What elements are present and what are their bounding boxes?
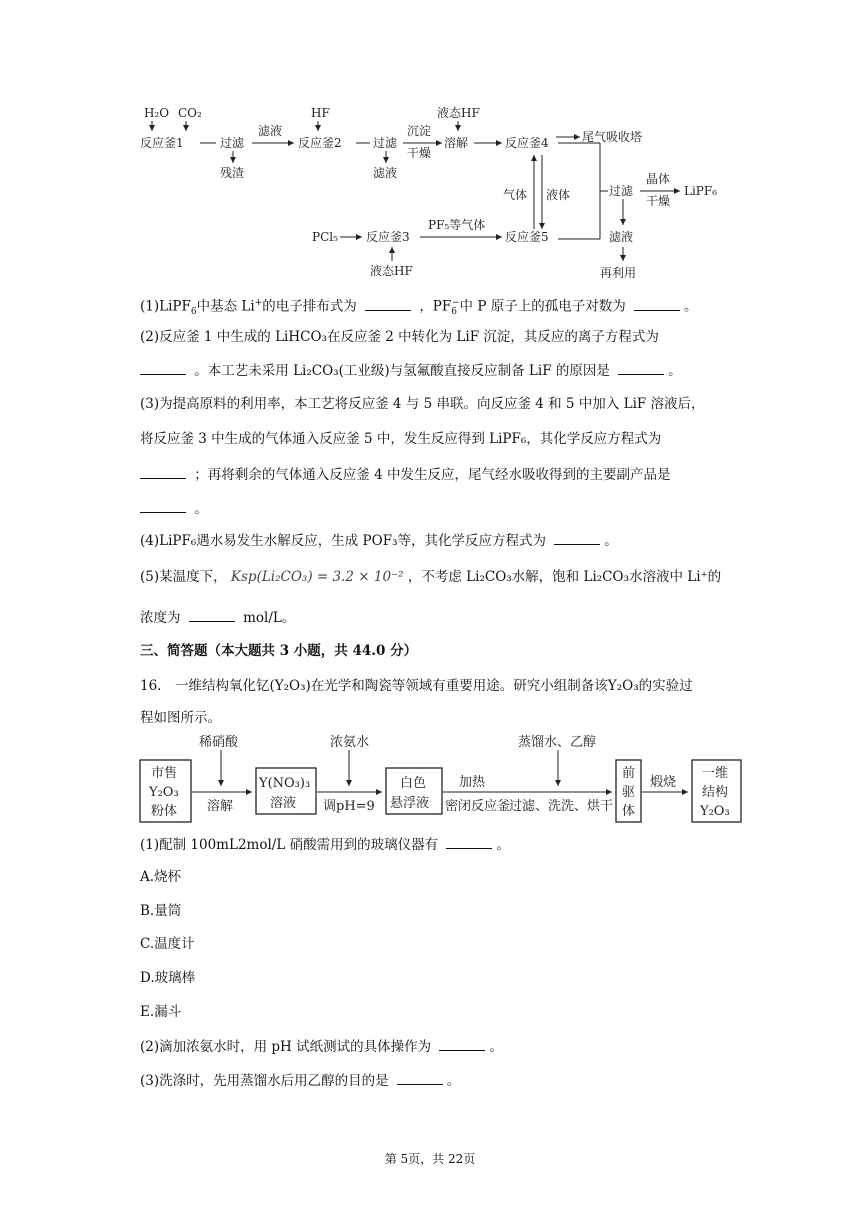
filter1-label: 过滤 — [220, 136, 245, 150]
calcine-label: 煅烧 — [650, 775, 677, 790]
box3-line1: 白色 — [400, 776, 427, 791]
box5-line3: Y₂O₃ — [700, 804, 730, 819]
reuse-label: 再利用 — [600, 266, 637, 280]
box4-line1: 前 — [622, 766, 636, 781]
h2o-label: H₂O — [144, 106, 170, 120]
ksp-expression: Ksp(Li₂CO₃) = 3.2 × 10⁻² — [230, 569, 404, 585]
tail-gas-label: 尾气吸收塔 — [582, 130, 643, 144]
option-e: E.漏斗 — [140, 1004, 182, 1020]
liquid-label: 液体 — [546, 188, 571, 202]
question-5-line1: (5)某温度下， Ksp(Li₂CO₃) = 3.2 × 10⁻² ，不考虑 Li₂CO₃水解，饱和 Li₂CO₃水溶液中 Li⁺的 — [140, 569, 722, 585]
dissolve-step-label: 溶解 — [207, 799, 234, 814]
box4-line2: 驱 — [622, 785, 636, 800]
kettle4-label: 反应釜4 — [505, 136, 549, 150]
box3-line2: 悬浮液 — [390, 796, 430, 811]
page-footer: 第 5页，共 22页 — [384, 1152, 476, 1166]
liquid-hf-top-label: 液态HF — [437, 106, 480, 120]
dissolve-label: 溶解 — [444, 136, 469, 150]
section-heading: 三、简答题（本大题共 3 小题，共 44.0 分） — [140, 643, 418, 659]
filtrate3-label: 滤液 — [609, 230, 634, 244]
question-16-line2: 程如图所示。 — [140, 710, 221, 726]
question-2-line2: 。本工艺未采用 Li₂CO₃(工业级)与氢氟酸直接反应制备 LiF 的原因是 。 — [140, 360, 682, 381]
dry-label: 干燥 — [407, 146, 432, 160]
co2-label: CO₂ — [178, 106, 202, 120]
box2-line1: Y(NO₃)₃ — [259, 776, 311, 791]
pcl5-label: PCl₅ — [312, 230, 338, 244]
answer-blank[interactable] — [397, 1070, 443, 1085]
sub-question-3: (3)洗涤时，先用蒸馏水后用乙醇的目的是 。 — [140, 1070, 460, 1091]
question-3-line1: (3)为提高原料的利用率，本工艺将反应釜 4 与 5 串联。向反应釜 4 和 5 中加入 LiF 溶液后， — [140, 396, 705, 412]
filtrate2-label: 滤液 — [373, 166, 398, 180]
answer-blank[interactable] — [140, 464, 186, 479]
filtrate-label: 滤液 — [258, 124, 283, 138]
box1-line1: 市售 — [151, 766, 178, 781]
box2-line2: 溶液 — [270, 796, 297, 811]
pf5-gas-label: PF₅等气体 — [428, 218, 486, 232]
crystal-label: 晶体 — [646, 172, 671, 186]
filter3-label: 过滤 — [609, 184, 634, 198]
question-4: (4)LiPF₆遇水易发生水解反应，生成 POF₃等，其化学反应方程式为 。 — [140, 530, 618, 551]
option-d: D.玻璃棒 — [140, 970, 196, 986]
gas-label: 气体 — [503, 188, 528, 202]
question-3-line4: 。 — [140, 498, 208, 519]
answer-blank[interactable] — [439, 1036, 485, 1051]
kettle3-label: 反应釜3 — [366, 230, 410, 244]
question-5-line2: 浓度为 mol/L。 — [140, 607, 295, 628]
kettle5-label: 反应釜5 — [505, 230, 549, 244]
y2o3-process-flowchart — [0, 730, 860, 830]
question-1: (1)LiPF$_6$中基态 Li+的电子排布式为 ，$PF_6^-$中 P 原子上的孤电子对数为 。 — [140, 293, 698, 322]
question-3-line3: ；再将剩余的气体通入反应釜 4 中发生反应，尾气经水吸收得到的主要副产品是 — [140, 464, 670, 485]
answer-blank[interactable] — [365, 296, 411, 311]
filter2-label: 过滤 — [373, 136, 398, 150]
box4-line3: 体 — [622, 804, 636, 819]
product-label: LiPF₆ — [684, 184, 718, 198]
liquid-hf-bottom-label: 液态HF — [370, 264, 413, 278]
ammonia-label: 浓氨水 — [330, 735, 370, 750]
question-2-line1: (2)反应釜 1 中生成的 LiHCO₃在反应釜 2 中转化为 LiF 沉淀，其反应的离子方程式为 — [140, 329, 659, 345]
dilute-acid-label: 稀硝酸 — [199, 735, 239, 750]
question-16-line1: 16. 一维结构氧化钇(Y₂O₃)在光学和陶瓷等领域有重要用途。研究小组制备该Y₂O₃的实验过 — [140, 678, 693, 694]
kettle2-label: 反应釜2 — [298, 136, 342, 150]
answer-blank[interactable] — [140, 360, 186, 375]
answer-blank[interactable] — [554, 530, 600, 545]
precip-label: 沉淀 — [407, 124, 432, 138]
water-ethanol-label: 蒸馏水、乙醇 — [518, 735, 597, 750]
box1-line2: Y₂O₃ — [149, 785, 179, 800]
answer-blank[interactable] — [634, 296, 680, 311]
question-3-line2: 将反应釜 3 中生成的气体通入反应釜 5 中，发生反应得到 LiPF₆，其化学反应方程式为 — [140, 431, 662, 447]
kettle1-label: 反应釜1 — [140, 136, 184, 150]
option-b: B.量筒 — [140, 903, 182, 919]
option-a: A.烧杯 — [140, 869, 182, 885]
filter-wash-dry-label: 过滤、洗洗、烘干 — [509, 799, 614, 814]
ph-label: 调pH=9 — [323, 799, 375, 814]
box5-line1: 一维 — [702, 766, 729, 781]
sealed-kettle-label: 密闭反应釜 — [445, 799, 511, 814]
hf-label: HF — [311, 106, 330, 120]
option-c: C.温度计 — [140, 936, 195, 952]
answer-blank[interactable] — [446, 834, 492, 849]
sub-question-1: (1)配制 100mL2mol/L 硝酸需用到的玻璃仪器有 。 — [140, 834, 510, 855]
sub-question-2: (2)滴加浓氨水时，用 pH 试纸测试的具体操作为 。 — [140, 1036, 503, 1057]
box1-line3: 粉体 — [151, 804, 178, 819]
residue-label: 残渣 — [220, 166, 245, 180]
answer-blank[interactable] — [140, 498, 186, 513]
heat-label: 加热 — [459, 775, 486, 790]
answer-blank[interactable] — [618, 360, 664, 375]
box5-line2: 结构 — [702, 785, 729, 800]
dry2-label: 干燥 — [646, 194, 671, 208]
answer-blank[interactable] — [189, 607, 235, 622]
